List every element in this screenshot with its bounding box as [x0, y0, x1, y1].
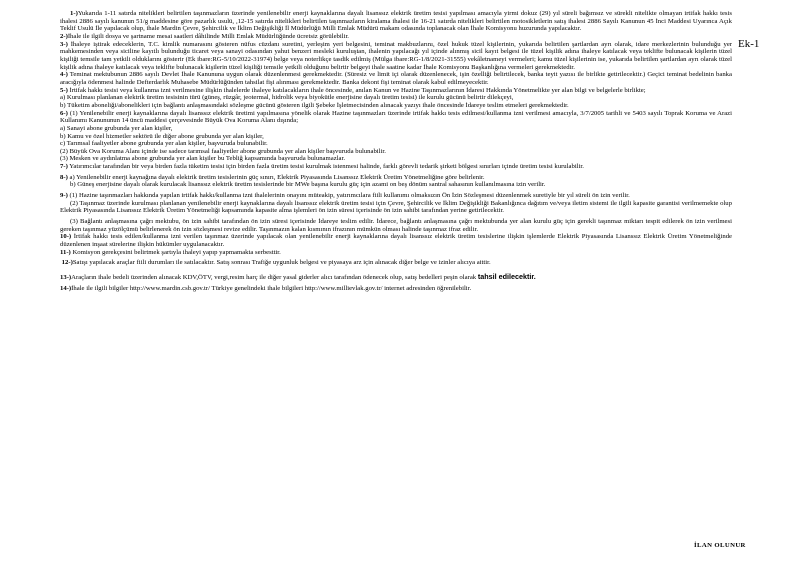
paragraph-1: 1-)Yukarıda 1-11 satırda nitelikleri belirtilen taşınmazların üzerinde yenilenebilir enerji kaynaklarına dayalı lisanssız elektrik üretim tesisi yapılması amacıyla yirmi dokuz (29) yıl süreli bağımsız ve sürekli nitelikte olmayan irtifak hakkı tesis ihalesi 2886 sayılı kanunun 51/g maddesine göre pazarlık usulü, ,12-15 satırda nitelikleri belirtilen taşınmazların kiralama ihalesi ile 16-21 satırda nitelikleri belirtilen motosikletlerin satış ihalesi 2886 Sayılı Kanunun 45 İnci Maddesi Uyarınca Açık Teklif Usulü İle yapılacak olup, ihale Mardin Çevre, Şehircilik ve İklim Değişikliği İl Müdürlüğü Milli Emlak Müdürü makam odasında toplanacak olan İhale Komisyonu huzurunda yapılacaktır. — [60, 10, 732, 33]
paragraph-5a: a) Kurulması planlanan elektrik üretim tesisinin türü (güneş, rüzgâr, jeotermal, hidrolik veya biyokütle enerjisine dayalı üretim tesisi) ile kurulu gücünü belirtir dilekçeyi, — [60, 94, 514, 102]
paragraph-10: 10-) İrtifak hakkı tesis edilen/kullanma izni verilen taşınmaz üzerinde yapılacak olan yenilenebilir enerji kaynaklarına dayalı lisanssız elektrik üretim tesislerine ilişkin işlemlerde Elektrik Piyasasında Lisanssız Elektrik Üretim Yönetmeliğinde düzenlenen inşaat sürelerine ilişkin hükümler uygulanacaktır. — [60, 233, 733, 249]
annex-label: Ek-1 — [738, 38, 760, 50]
paragraph-6-2: (2) Büyük Ova Koruma Alanı içinde ise sadece tarımsal faaliyetler abone grubunda yer alan kişiler başvuruda bulunabilir. — [60, 147, 386, 155]
paragraph-11: 11-) Komisyon gerekçesini belirtmek şartıyla ihaleyi yapıp yapmamakta serbesttir. — [60, 248, 281, 256]
paragraph-7: 7-) Yatırımcılar tarafından bir veya birden fazla tüketim tesisi için birden fazla üretim tesisi kurulmak istenmesi halinde, farklı görevli tedarik şirketi bölgesi sınırları içinde üretim tesisi kurulabilir. — [60, 163, 584, 171]
paragraph-6-3: (3) Mesken ve aydınlatma abone grubunda yer alan kişiler bu Tebliğ kapsamında başvuruda bulunamazlar. — [60, 155, 346, 163]
paragraph-14: 14-)İhale ile ilgili bilgiler http://www.mardin.csb.gov.tr/ Türkiye genelindeki ihale bilgileri http://www.millievlak.gov.tr/ internet adresinden öğrenilebilir. — [60, 284, 472, 292]
paragraph-6c: c) Tarımsal faaliyetler abone grubunda yer alan kişiler, başvuruda bulunabilir. — [60, 140, 268, 148]
paragraph-6b: b) Kamu ve özel hizmetler sektörü ile diğer abone grubunda yer alan kişiler, — [60, 132, 264, 140]
paragraph-4: 4-) Teminat mektubunun 2886 sayılı Devlet İhale Kanununa uygun olarak düzenlenmesi gerekmektedir. (Süresiz ve limit içi olarak düzenlenecek, işin özelliği belirtilecek, banka teyit yazısı ile birlikte getirilecektir.) Geçici teminat bedelinin banka aracığıyla ödenmesi halinde Defterdarlık Muhasebe Müdürlüğünden tahsilat fişi alınması gerekmektedir. Banka dekont fişi teminat olarak kabul edilmeyecektir. — [60, 71, 732, 86]
paragraph-8: 8-) a) Yenilenebilir enerji kaynağına dayalı elektrik üretim tesislerinin güç sınırı, Elektrik Piyasasında Lisanssız Elektrik Üretim Yönetmeliğine göre belirlenir. — [60, 173, 485, 181]
paragraph-13: 13-)Araçların ihale bedeli üzerinden alınacak KDV,ÖTV, vergi,resim harç ile diğer yasal giderler alıcı tarafından ödenecek olup, satış bedelleri peşin olarak tahsil edilecektir. — [60, 272, 536, 281]
paragraph-3: 3-) İhaleye iştirak edeceklerin, T.C. kimlik numarasını gösteren nüfus cüzdanı suretini, yerleşim yeri belgesini, teminat makbuzlarını, özel hukuk tüzel kişilerinin, yukarıda belirtilen şartlardan ayrı olarak, idare merkezlerinin bulunduğu yer mahkemesinden veya siciline kayıtlı bulunduğu ticaret veya sanayi odasından yahut benzeri mesleki kuruluştan, ihalenin yapılacağı yıl içinde alınmış sicil kayıt belgesi ile tüzel kişilik adına ihaleye katılacak veya teklifte bulunacak kişilerin tüzel kişiliği temsile tam yetkili olduklarını gösterir (Ek ibare:RG-5/10/2022-31974) belge veya noterlikçe tasdik edilmiş (Mülga ibare:RG-1/8/2021-31555) vekâletnameyi vermeleri; kamu tüzel kişilerinin ise, yukarıda belirtilen şartlardan ayrı olarak tüzel kişilik adına ihaleye katılacak veya teklifte bulunacak kişilerin tüzel kişiliği temsile yetkili olduğunu belirtir belgeyi ihale saatine kadar İhale Komisyonu Başkanlığına vermeleri gerekmektedir. — [60, 40, 733, 71]
paragraph-12: 12-)Satışı yapılacak araçlar fiili durumları ile satılacaktır. Satış sonrası Trafiğe uygunluk belgesi ve piyasaya arz için alınacak diğer belge ve izinler alıcıya aittir. — [61, 259, 491, 267]
paragraph-6: 6-) (1) Yenilenebilir enerji kaynaklarına dayalı lisanssız elektrik üretimi yapılmasına yönelik olarak Hazine taşınmazları üzerinde irtifak hakkı tesis edilmesi/kullanma izni verilmesi amacıyla, 3/7/2005 tarihli ve 5403 sayılı Toprak Koruma ve Arazi Kullanımı Kanununun 14 üncü maddesi çerçevesinde Büyük Ova Koruma Alanı dışında; — [60, 109, 732, 125]
paragraph-5: 5-) İrtifak hakkı tesisi veya kullanma izni verilmesine ilişkin ihalelerde ihaleye katılacakların ihale öncesinde, anılan Kanun ve Hazine Taşınmazlarının İdaresi Hakkında Yönetmelikte yer alan bilgi ve belgelerle birlikte; — [60, 86, 646, 94]
paragraph-5b: b) Tüketim aboneliği/abonelikleri için bağlantı anlaşmasındaki sözleşme gücünü gösteren ilgili Şebeke İşletmecisinden alınacak yazıyı ihale öncesinde İdareye teslim etmeleri gerekmektedir. — [60, 101, 569, 109]
paragraph-9-2: (2) Taşınmaz üzerinde kurulması planlanan yenilenebilir enerji kaynaklarına dayalı lisanssız elektrik üretim tesisi için Çevre, Şehircilik ve İklim Değişikliği Bakanlığınca dağıtım ve/veya iletim sistemi ile ilgili kapasite garantisi verilmemekte olup Elektrik Piyasasında Lisanssız Elektrik Üretim Yönetmeliği kapsamında kapasite alma işlemleri ön izin süresi içerisinde ön izin sahibi tarafından yerine getirilecektir. — [60, 199, 732, 215]
announcement-body — [60, 10, 732, 292]
paragraph-2: 2-)İhale ile ilgili dosya ve şartname mesai saatleri dâhilinde Milli Emlak Müdürlüğünde ücretsiz görülebilir. — [60, 32, 349, 40]
paragraph-9-3: (3) Bağlantı anlaşmasına çağrı mektubu, ön izin sahibi tarafından ön izin süresi içerisinde İdareye teslim edilir. İdarece, bağlantı anlaşmasına çağrı mektubunda yer alan kurulu güç için gerekli taşınmaz miktarı tespit edilerek ön izin verilmesi gereken taşınmaz yüzölçümü belirlenerek ön izin sözleşmesi revize edilir. Taşınmazın kalan kısmının ifrazının mümkün olması halinde taşınmaz ifraz edilir. — [60, 218, 732, 233]
paragraph-9: 9-) (1) Hazine taşınmazları hakkında yapılan irtifak hakkı/kullanma izni ihalelerinin onayını müteakip, yatırımcılara fiili kullanımı olmaksızın Ön İzin Sözleşmesi düzenlenmek suretiyle bir yıl süreli ön izin verilir. — [60, 192, 630, 200]
closing-statement: İLAN OLUNUR — [694, 542, 746, 549]
paragraph-6a: a) Sanayi abone grubunda yer alan kişiler, — [60, 124, 173, 132]
paragraph-8b: b) Güneş enerjisine dayalı olarak kurulacak lisanssız elektrik üretim tesislerinde bir MWe başına kurulu güç için azami on beş dönüm santral sahasının kullanılmasına izin verilir. — [70, 181, 546, 189]
